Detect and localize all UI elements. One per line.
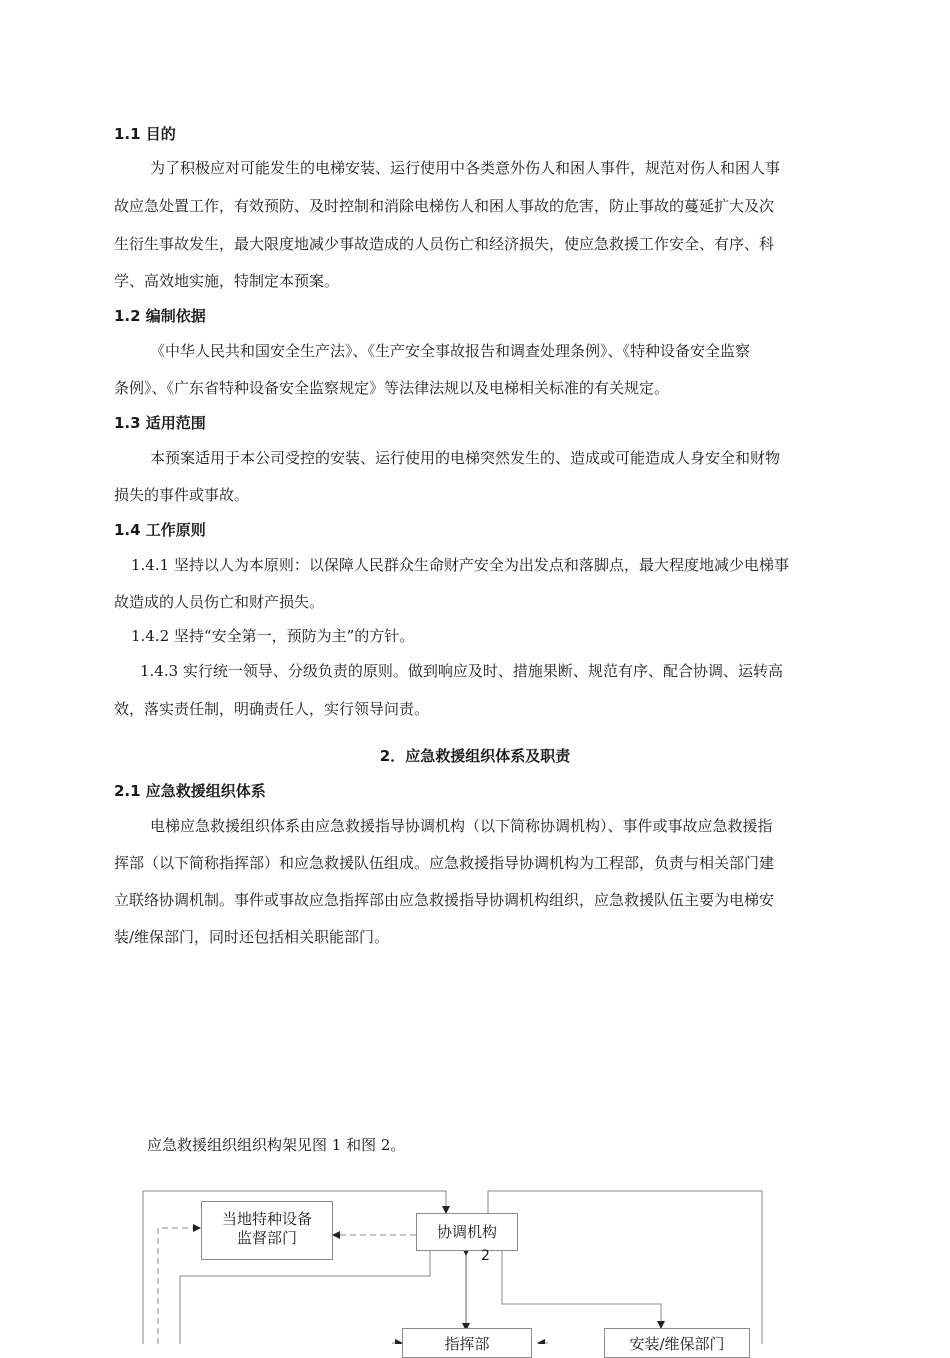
s2-1-line-4: 装/维保部门，同时还包括相关职能部门。 [114, 928, 390, 946]
box-supervision-line-1: 当地特种设备 [221, 1210, 312, 1228]
box-install-maintenance: 安装/维保部门 [604, 1328, 750, 1358]
section-1-4-title: 1.4 工作原则 [114, 521, 206, 539]
s2-1-line-1: 电梯应急救援组织体系由应急救援指导协调机构（以下简称协调机构）、事件或事故应急救援指 [150, 817, 773, 835]
s1-1-line-2: 故应急处置工作，有效预防、及时控制和消除电梯伤人和困人事故的危害，防止事故的蔓延扩大及次 [114, 197, 775, 215]
s1-2-line-1: 《中华人民共和国安全生产法》、《生产安全事故报告和调查处理条例》、《特种设备安全监察 [150, 342, 751, 360]
box-coordination: 协调机构 [416, 1213, 518, 1251]
s2-1-line-3: 立联络协调机制。事件或事故应急指挥部由应急救援指导协调机构组织，应急救援队伍主要为电梯安 [114, 891, 775, 909]
s1-4-3-line-1: 1.4.3 实行统一领导、分级负责的原则。做到响应及时、措施果断、规范有序、配合协调、运转高 [140, 662, 783, 680]
section-1-2-title: 1.2 编制依据 [114, 307, 206, 325]
s1-4-2-line-1: 1.4.2 坚持“安全第一，预防为主”的方针。 [131, 627, 415, 645]
section-1-1-title: 1.1 目的 [114, 125, 176, 143]
s1-1-line-4: 学、高效地实施，特制定本预案。 [114, 272, 340, 290]
s1-1-line-1: 为了积极应对可能发生的电梯安装、运行使用中各类意外伤人和困人事件，规范对伤人和困人事 [150, 159, 781, 177]
coordination-number-label: 2 [481, 1248, 490, 1264]
box-supervision-line-2: 监督部门 [236, 1229, 297, 1247]
s1-2-line-2: 条例》、《广东省特种设备安全监察规定》等法律法规以及电梯相关标准的有关规定。 [114, 379, 670, 397]
figure-reference: 应急救援组织组织构架见图 1 和图 2。 [147, 1136, 406, 1154]
s1-4-3-line-2: 效，落实责任制，明确责任人，实行领导问责。 [114, 700, 430, 718]
org-chart-lines [0, 1180, 950, 1344]
s1-4-1-line-2: 故造成的人员伤亡和财产损失。 [114, 593, 325, 611]
section-2-1-title: 2.1 应急救援组织体系 [114, 782, 266, 800]
section-2-title: 2．应急救援组织体系及职责 [379, 747, 571, 765]
s1-4-1-line-1: 1.4.1 坚持以人为本原则：以保障人民群众生命财产安全为出发点和落脚点，最大程度地减少电梯事 [131, 556, 789, 574]
s1-1-line-3: 生衍生事故发生，最大限度地减少事故造成的人员伤亡和经济损失，使应急救援工作安全、有序、科 [114, 235, 775, 253]
box-command: 指挥部 [402, 1328, 532, 1358]
box-supervision-dept [201, 1201, 333, 1260]
s2-1-line-2: 挥部（以下简称指挥部）和应急救援队伍组成。应急救援指导协调机构为工程部，负责与相关部门建 [114, 854, 775, 872]
section-1-3-title: 1.3 适用范围 [114, 414, 206, 432]
org-chart-diagram [0, 1180, 950, 1353]
s1-3-line-2: 损失的事件或事故。 [114, 486, 250, 504]
s1-3-line-1: 本预案适用于本公司受控的安装、运行使用的电梯突然发生的、造成或可能造成人身安全和财物 [150, 449, 781, 467]
